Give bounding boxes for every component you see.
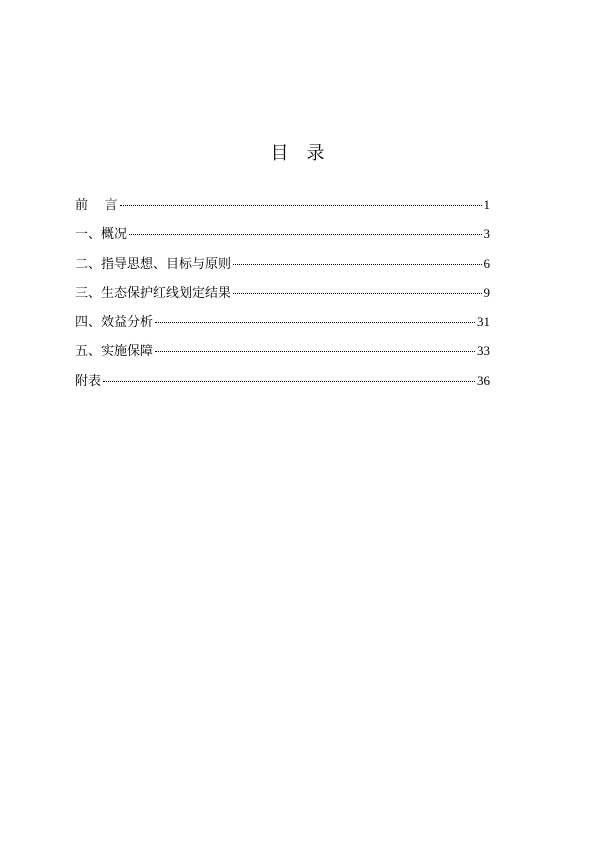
toc-entry-label: 四、效益分析	[75, 315, 154, 331]
toc-entry-implementation[interactable]	[75, 336, 490, 365]
toc-entry-overview[interactable]	[75, 219, 490, 248]
toc-page-number: 1	[483, 197, 490, 212]
toc-leader-dots	[233, 293, 481, 294]
toc-page-number: 36	[477, 372, 490, 388]
toc-leader-dots	[120, 205, 482, 206]
toc-leader-dots	[155, 351, 475, 352]
toc-entry-label: 附表	[75, 373, 102, 389]
toc-page-number: 33	[477, 343, 490, 359]
toc-entry-label: 二、指导思想、目标与原则	[75, 256, 232, 272]
toc-entry-label: 五、实施保障	[75, 344, 154, 360]
toc-entry-guiding-principles[interactable]	[75, 249, 490, 278]
toc-leader-dots	[129, 234, 481, 235]
toc-entry-appendix[interactable]	[75, 366, 490, 395]
toc-page-number: 6	[483, 255, 490, 271]
page-title: 目录	[270, 143, 343, 164]
toc-leader-dots	[103, 381, 475, 382]
toc-entry-redline-results[interactable]	[75, 278, 490, 307]
toc-page-number: 9	[483, 284, 490, 300]
toc-entry-label: 一、概况	[75, 227, 128, 243]
toc-page-number: 3	[483, 226, 490, 242]
toc-page-number: 31	[477, 314, 490, 330]
toc-entry-benefit-analysis[interactable]	[75, 307, 490, 336]
toc-leader-dots	[155, 322, 475, 323]
toc-entry-label: 三、生态保护红线划定结果	[75, 285, 232, 301]
toc-entry-label: 前 言	[75, 198, 118, 213]
toc-leader-dots	[233, 264, 481, 265]
toc-entry-preface[interactable]	[75, 190, 490, 219]
table-of-contents	[75, 190, 490, 395]
